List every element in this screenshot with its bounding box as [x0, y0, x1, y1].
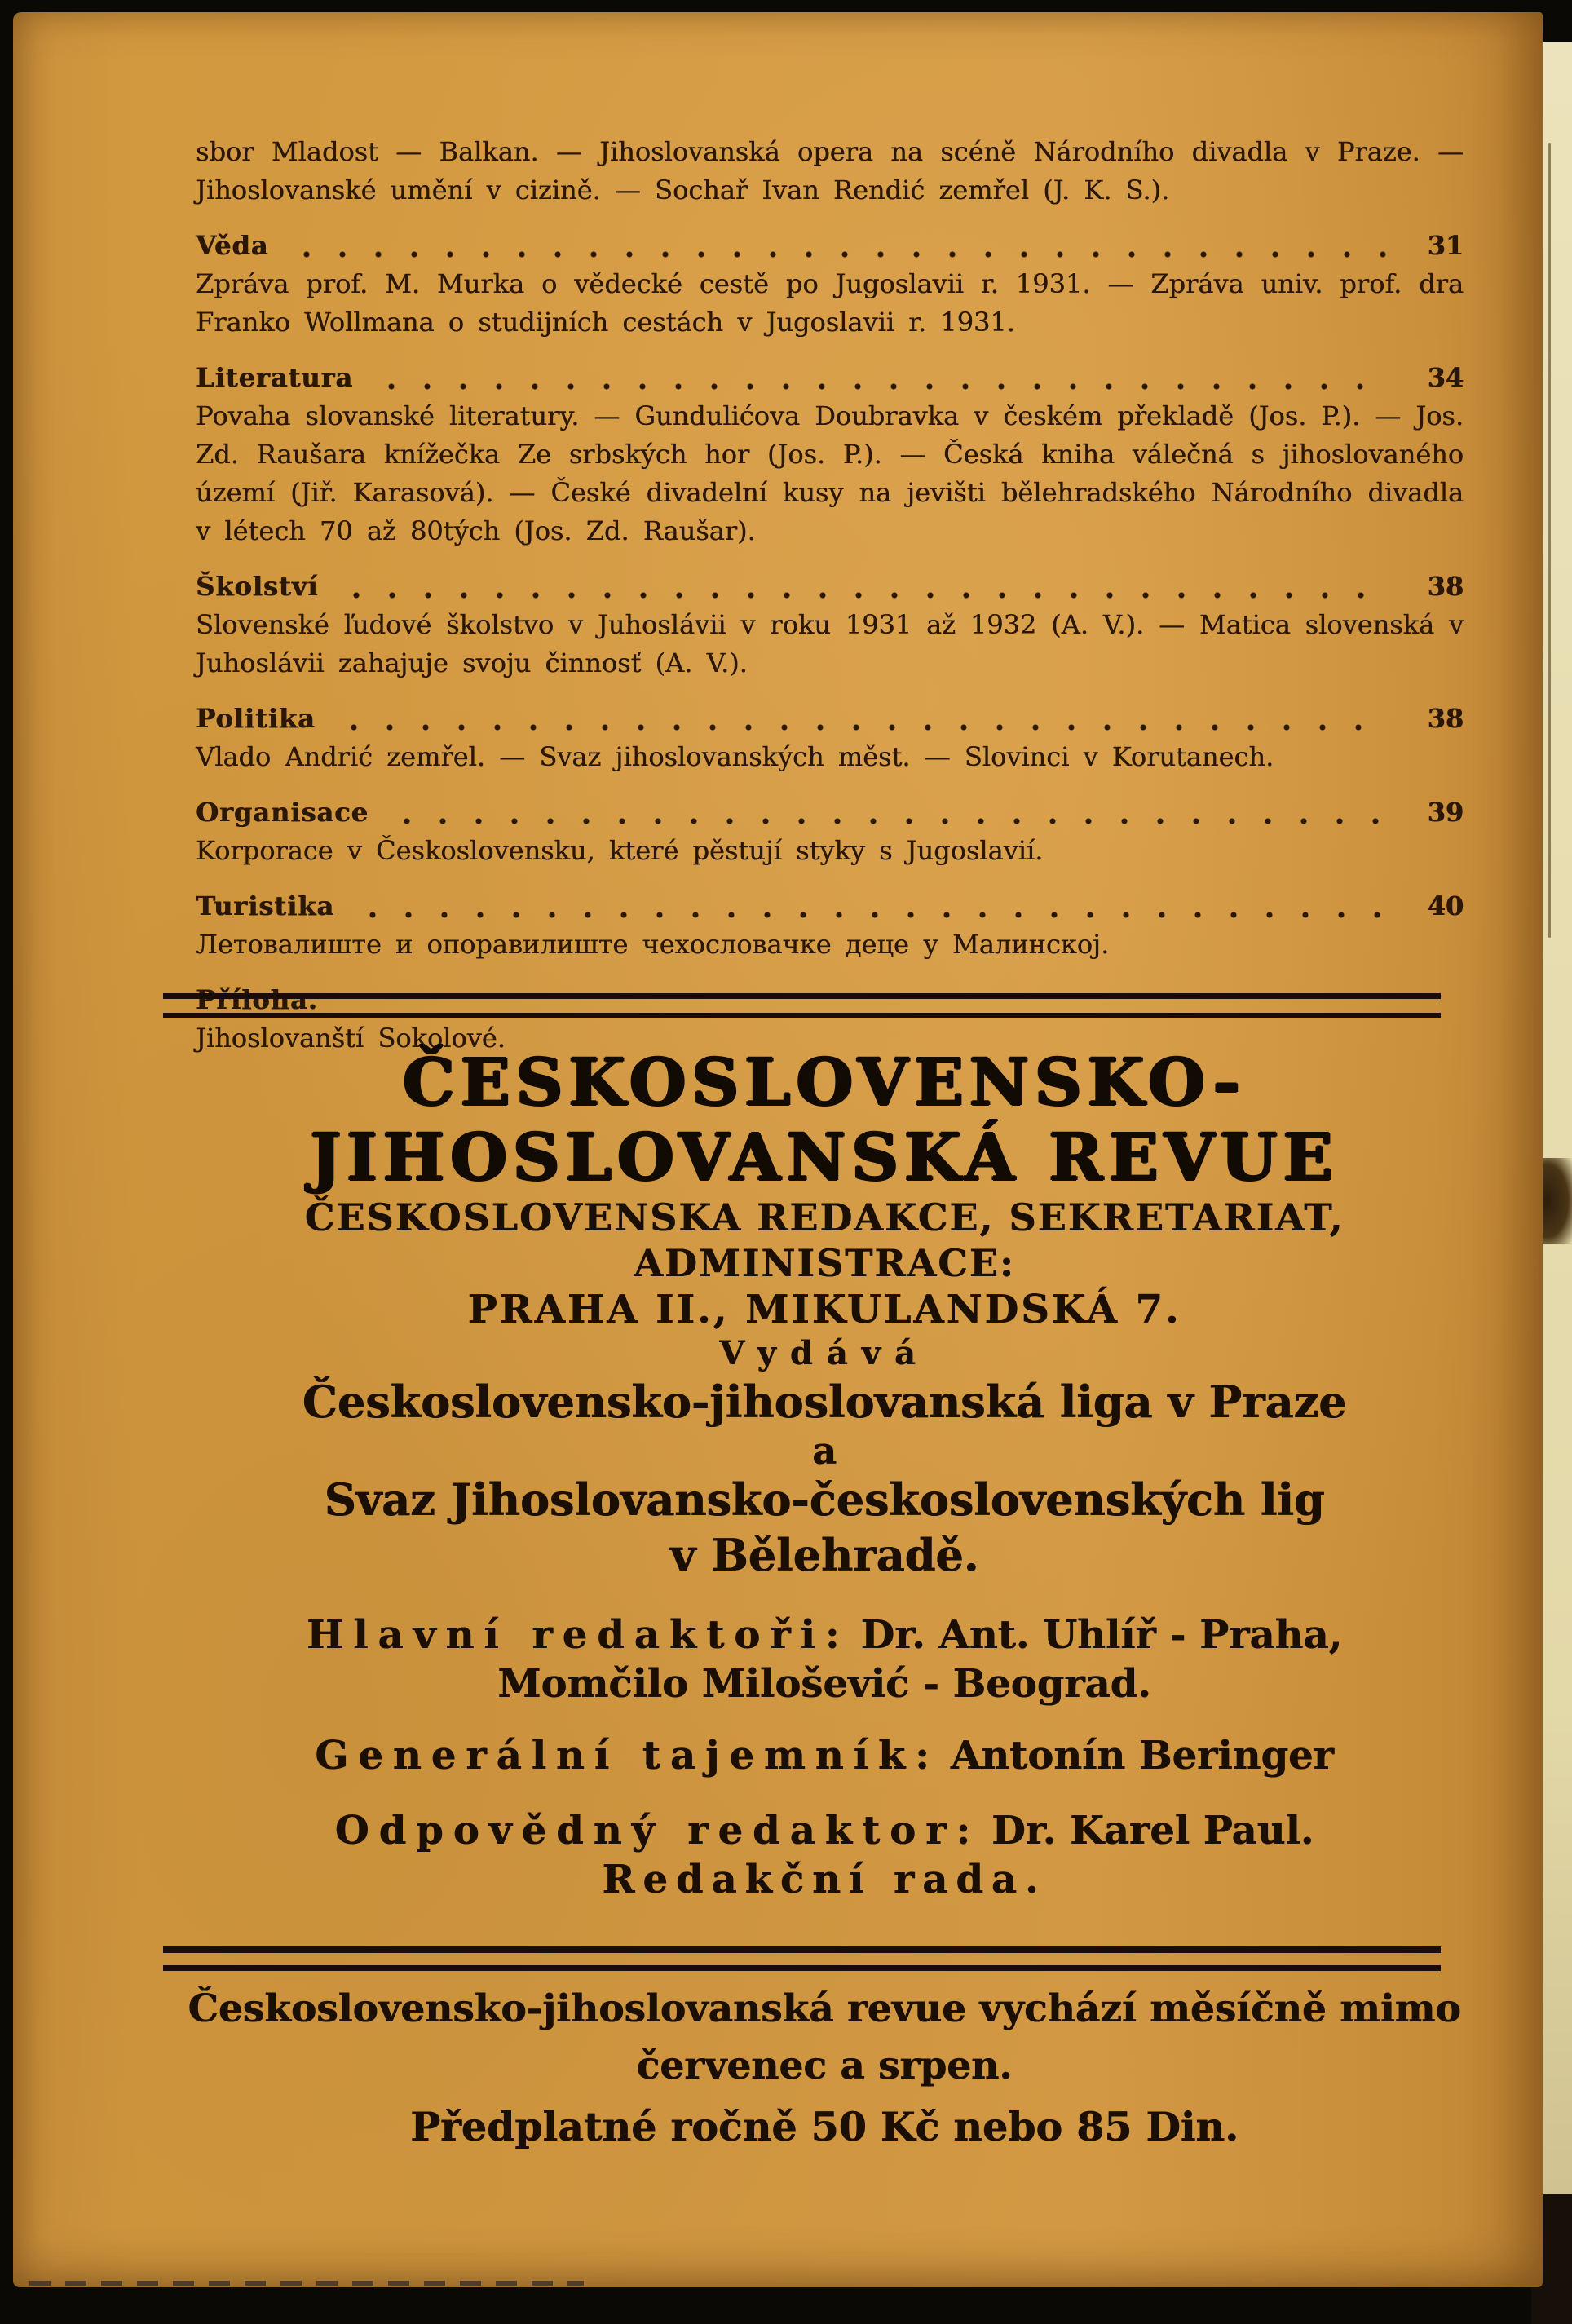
publishes-label: Vydává — [719, 1334, 930, 1372]
secretary-value: Antonín Beringer — [950, 1733, 1334, 1778]
toc-section-label: Organisace — [196, 797, 369, 828]
toc-entry-description: Jihoslovanští Sokolové. — [196, 1023, 506, 1054]
publisher-2-place: v Bělehradě. — [669, 1529, 979, 1581]
editors-line — [184, 1610, 1464, 1659]
journal-title-line1: ČESKOSLOVENSKO- — [403, 1044, 1246, 1120]
secretary-line — [184, 1731, 1464, 1780]
toc-entry — [196, 793, 1464, 870]
responsible-editor-label: Odpovědný redaktor: — [334, 1808, 981, 1853]
conjunction: a — [812, 1429, 837, 1473]
toc-continuation-text: sbor Mladost — Balkan. — Jihoslovanská opera na scéně Národního divadla v Praze. — Jihoslovanské umění v cizině. — Sochař Ivan Rendić zemřel (J. K. S.). — [196, 136, 1464, 205]
scan-smudge — [29, 2281, 584, 2286]
toc-section-label: Turistika — [196, 890, 335, 921]
dot-leader — [387, 382, 1390, 391]
price-line: Předplatné ročně 50 Kč nebo 85 Din. — [410, 2103, 1239, 2150]
toc-entry — [196, 359, 1464, 550]
toc-section-label: Příloha. — [196, 984, 318, 1015]
toc-entry — [196, 568, 1464, 683]
dot-leader — [352, 591, 1390, 599]
frequency-line-2: červenec a srpen. — [636, 2043, 1013, 2088]
toc-entry — [196, 887, 1464, 964]
toc-page-number: 39 — [1427, 797, 1464, 828]
secretary-label: Generální tajemník: — [315, 1733, 939, 1778]
dot-leader — [369, 911, 1390, 919]
publisher-2: Svaz Jihoslovansko-československých lig — [324, 1473, 1325, 1526]
editors-line-2: Momčilo Milošević - Beograd. — [497, 1661, 1151, 1707]
frequency-line-1: Československo-jihoslovanská revue vychází měsíčně mimo — [188, 1986, 1461, 2031]
section-divider-rule — [163, 993, 1441, 1018]
page-edge-line — [1548, 143, 1551, 938]
toc-entry — [196, 700, 1464, 776]
dot-leader — [350, 723, 1390, 731]
dot-leader — [302, 250, 1390, 258]
toc-entry-description: Летовалиште и опоравилиште чехословачке деце у Малинској. — [196, 929, 1110, 960]
toc-page-number: 40 — [1427, 890, 1464, 921]
masthead — [184, 1045, 1464, 1904]
publisher-1: Československo-jihoslovanská liga v Praze — [302, 1376, 1347, 1428]
editors-value: Dr. Ant. Uhlíř - Praha, — [860, 1612, 1343, 1658]
next-page-edge — [1541, 8, 1572, 2267]
editorial-board-line: Redakční rada. — [602, 1857, 1047, 1902]
toc-entry — [196, 227, 1464, 342]
dot-leader — [403, 817, 1390, 825]
toc-section-label: Školství — [196, 571, 319, 602]
toc-entry-description: Vlado Andrić zemřel. — Svaz jihoslovanských měst. — Slovinci v Korutanech. — [196, 741, 1274, 772]
toc-section-label: Politika — [196, 703, 316, 734]
redaction-line: ČESKOSLOVENSKA REDAKCE, SEKRETARIAT, ADMINISTRACE: — [304, 1195, 1345, 1285]
toc-entry-description: Slovenské ľudové školstvo v Juhoslávii v roku 1931 až 1932 (A. V.). — Matica slovenská v Juhoslávii zahajuje svoju činnosť (A. V.). — [196, 609, 1464, 678]
section-divider-rule — [163, 1946, 1441, 1971]
toc-page-number: 38 — [1427, 571, 1464, 602]
toc-page-number: 38 — [1427, 703, 1464, 734]
toc-entry-description: Zpráva prof. M. Murka o vědecké cestě po Jugoslavii r. 1931. — Zpráva univ. prof. dra Franko Wollmana o studijních cestách v Jugoslavii r. 1931. — [196, 268, 1464, 338]
address-line: PRAHA II., MIKULANDSKÁ 7. — [467, 1287, 1181, 1332]
editors-label: Hlavní redaktoři: — [306, 1612, 850, 1658]
journal-title-line2: JIHOSLOVANSKÁ REVUE — [310, 1119, 1339, 1195]
toc-entry-description: Korporace v Československu, které pěstují styky s Jugoslavií. — [196, 835, 1044, 866]
responsible-editor-line — [184, 1806, 1464, 1855]
responsible-editor-value: Dr. Karel Paul. — [991, 1808, 1314, 1853]
toc-page-number: 34 — [1427, 362, 1464, 393]
subscription-info — [184, 1986, 1464, 2150]
table-of-contents — [196, 133, 1464, 1058]
toc-page-number: 31 — [1427, 230, 1464, 261]
scanned-page — [13, 12, 1543, 2287]
toc-entry-description: Povaha slovanské literatury. — Gundulićova Doubravka v českém překladě (Jos. P.). — Jos. Zd. Raušara knížečka Ze srbských hor (Jos. P.). — Česká kniha válečná s jihoslovaného území (Jiř. Karasová). — České divadelní kusy na jevišti bělehradského Národního divadla v létech 70 až 80tých (Jos. Zd. Raušar). — [196, 400, 1464, 546]
toc-section-label: Literatura — [196, 362, 354, 393]
toc-section-label: Věda — [196, 230, 269, 261]
